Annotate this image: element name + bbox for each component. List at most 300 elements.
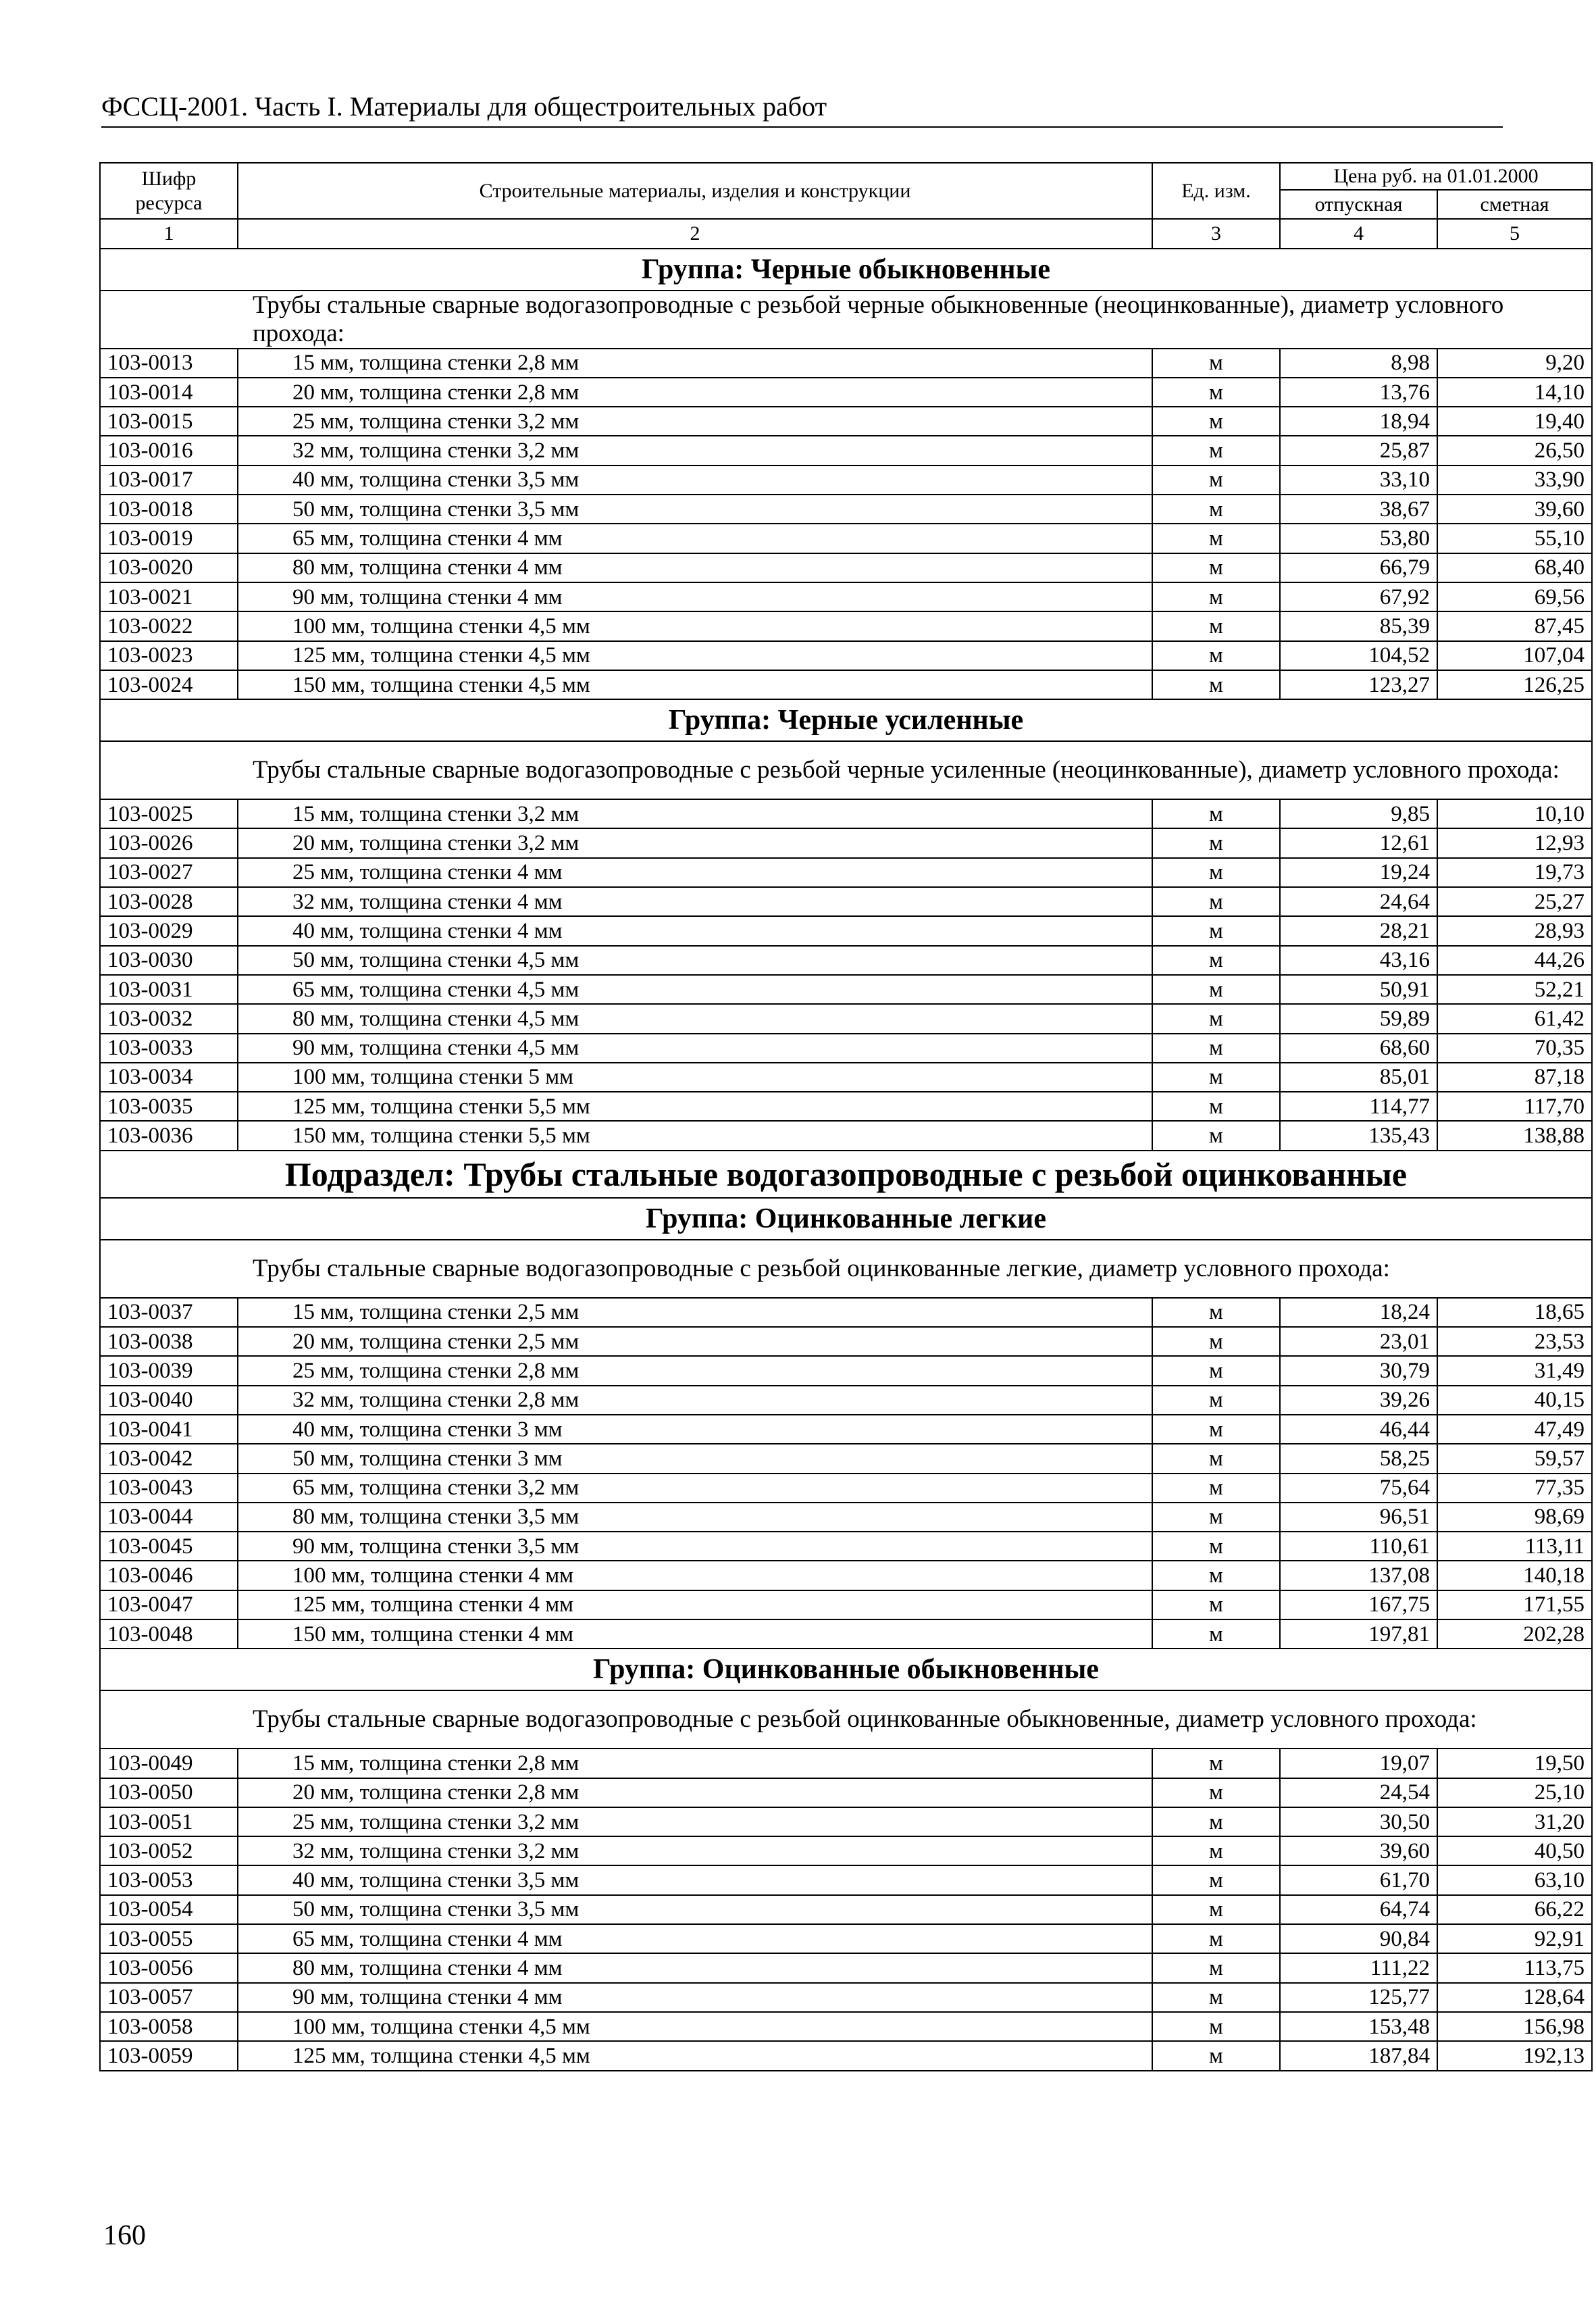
estimate-price: 61,42 xyxy=(1437,1004,1592,1033)
resource-code: 103-0053 xyxy=(100,1865,238,1894)
item-name: 50 мм, толщина стенки 4,5 мм xyxy=(238,946,1152,975)
item-name: 90 мм, толщина стенки 4,5 мм xyxy=(238,1034,1152,1063)
header-unit: Ед. изм. xyxy=(1152,163,1280,219)
header-release: отпускная xyxy=(1280,190,1437,219)
col-number-5: 5 xyxy=(1437,219,1592,248)
unit: м xyxy=(1152,1356,1280,1385)
unit: м xyxy=(1152,1415,1280,1444)
resource-code: 103-0017 xyxy=(100,466,238,495)
item-name: 80 мм, толщина стенки 4 мм xyxy=(238,553,1152,582)
item-name: 32 мм, толщина стенки 3,2 мм xyxy=(238,436,1152,465)
subsection-title: Подраздел: Трубы стальные водогазопроводные с резьбой оцинкованные xyxy=(100,1151,1592,1198)
item-name: 40 мм, толщина стенки 3,5 мм xyxy=(238,466,1152,495)
estimate-price: 31,20 xyxy=(1437,1807,1592,1836)
unit: м xyxy=(1152,2012,1280,2041)
item-name: 25 мм, толщина стенки 2,8 мм xyxy=(238,1356,1152,1385)
estimate-price: 98,69 xyxy=(1437,1503,1592,1532)
resource-code: 103-0046 xyxy=(100,1561,238,1590)
table-row xyxy=(100,1865,1592,1894)
group-title: Группа: Черные усиленные xyxy=(100,699,1592,741)
resource-code: 103-0016 xyxy=(100,436,238,465)
resource-code: 103-0039 xyxy=(100,1356,238,1385)
estimate-price: 28,93 xyxy=(1437,916,1592,945)
resource-code: 103-0058 xyxy=(100,2012,238,2041)
item-name: 40 мм, толщина стенки 4 мм xyxy=(238,916,1152,945)
resource-code: 103-0034 xyxy=(100,1063,238,1092)
release-price: 68,60 xyxy=(1280,1034,1437,1063)
release-price: 18,94 xyxy=(1280,407,1437,436)
unit: м xyxy=(1152,582,1280,611)
item-name: 32 мм, толщина стенки 2,8 мм xyxy=(238,1386,1152,1415)
item-name: 100 мм, толщина стенки 4,5 мм xyxy=(238,2012,1152,2041)
item-name: 150 мм, толщина стенки 4 мм xyxy=(238,1619,1152,1649)
release-price: 125,77 xyxy=(1280,1983,1437,2012)
item-name: 65 мм, толщина стенки 4,5 мм xyxy=(238,975,1152,1004)
estimate-price: 55,10 xyxy=(1437,524,1592,553)
unit: м xyxy=(1152,887,1280,916)
item-name: 25 мм, толщина стенки 3,2 мм xyxy=(238,1807,1152,1836)
resource-code: 103-0023 xyxy=(100,641,238,670)
estimate-price: 25,10 xyxy=(1437,1778,1592,1807)
unit: м xyxy=(1152,1034,1280,1063)
col-number-2: 2 xyxy=(238,219,1152,248)
item-name: 25 мм, толщина стенки 4 мм xyxy=(238,858,1152,887)
group-title: Группа: Оцинкованные обыкновенные xyxy=(100,1649,1592,1690)
item-name: 32 мм, толщина стенки 3,2 мм xyxy=(238,1836,1152,1865)
table-row xyxy=(100,1386,1592,1415)
estimate-price: 92,91 xyxy=(1437,1924,1592,1953)
table-row xyxy=(100,641,1592,670)
group-description: Трубы стальные сварные водогазопроводные с резьбой черные усиленные (неоцинкованные), диаметр условного прохода: xyxy=(100,741,1592,799)
release-price: 85,01 xyxy=(1280,1063,1437,1092)
release-price: 24,64 xyxy=(1280,887,1437,916)
unit: м xyxy=(1152,1953,1280,1982)
item-name: 40 мм, толщина стенки 3 мм xyxy=(238,1415,1152,1444)
item-name: 20 мм, толщина стенки 2,8 мм xyxy=(238,378,1152,407)
table-row xyxy=(100,1298,1592,1327)
resource-code: 103-0041 xyxy=(100,1415,238,1444)
release-price: 135,43 xyxy=(1280,1121,1437,1150)
resource-code: 103-0044 xyxy=(100,1503,238,1532)
resource-code: 103-0037 xyxy=(100,1298,238,1327)
estimate-price: 18,65 xyxy=(1437,1298,1592,1327)
release-price: 75,64 xyxy=(1280,1474,1437,1503)
resource-code: 103-0032 xyxy=(100,1004,238,1033)
release-price: 25,87 xyxy=(1280,436,1437,465)
estimate-price: 44,26 xyxy=(1437,946,1592,975)
header-name: Строительные материалы, изделия и конструкции xyxy=(238,163,1152,219)
table-row xyxy=(100,1619,1592,1649)
release-price: 39,26 xyxy=(1280,1386,1437,1415)
item-name: 15 мм, толщина стенки 2,8 мм xyxy=(238,349,1152,378)
resource-code: 103-0050 xyxy=(100,1778,238,1807)
release-price: 85,39 xyxy=(1280,611,1437,640)
unit: м xyxy=(1152,799,1280,828)
release-price: 8,98 xyxy=(1280,349,1437,378)
resource-code: 103-0022 xyxy=(100,611,238,640)
release-price: 24,54 xyxy=(1280,1778,1437,1807)
table-row xyxy=(100,1895,1592,1924)
item-name: 15 мм, толщина стенки 2,8 мм xyxy=(238,1749,1152,1778)
group-title-row xyxy=(100,1649,1592,1690)
table-row xyxy=(100,1836,1592,1865)
table-row xyxy=(100,1444,1592,1473)
estimate-price: 14,10 xyxy=(1437,378,1592,407)
unit: м xyxy=(1152,466,1280,495)
release-price: 18,24 xyxy=(1280,1298,1437,1327)
table-row xyxy=(100,2012,1592,2041)
resource-code: 103-0042 xyxy=(100,1444,238,1473)
estimate-price: 113,11 xyxy=(1437,1532,1592,1561)
resource-code: 103-0045 xyxy=(100,1532,238,1561)
table-row xyxy=(100,670,1592,699)
group-title-row xyxy=(100,699,1592,741)
table-row xyxy=(100,1474,1592,1503)
release-price: 30,79 xyxy=(1280,1356,1437,1385)
estimate-price: 202,28 xyxy=(1437,1619,1592,1649)
item-name: 80 мм, толщина стенки 3,5 мм xyxy=(238,1503,1152,1532)
item-name: 65 мм, толщина стенки 4 мм xyxy=(238,1924,1152,1953)
estimate-price: 192,13 xyxy=(1437,2041,1592,2070)
estimate-price: 70,35 xyxy=(1437,1034,1592,1063)
table-row xyxy=(100,828,1592,857)
estimate-price: 31,49 xyxy=(1437,1356,1592,1385)
estimate-price: 113,75 xyxy=(1437,1953,1592,1982)
unit: м xyxy=(1152,1807,1280,1836)
item-name: 50 мм, толщина стенки 3 мм xyxy=(238,1444,1152,1473)
table-row xyxy=(100,916,1592,945)
table-header xyxy=(100,163,1592,249)
estimate-price: 171,55 xyxy=(1437,1590,1592,1619)
estimate-price: 138,88 xyxy=(1437,1121,1592,1150)
item-name: 15 мм, толщина стенки 3,2 мм xyxy=(238,799,1152,828)
unit: м xyxy=(1152,524,1280,553)
estimate-price: 40,50 xyxy=(1437,1836,1592,1865)
table-row xyxy=(100,1121,1592,1150)
group-title: Группа: Оцинкованные легкие xyxy=(100,1198,1592,1240)
resource-code: 103-0013 xyxy=(100,349,238,378)
resource-code: 103-0015 xyxy=(100,407,238,436)
unit: м xyxy=(1152,2041,1280,2070)
unit: м xyxy=(1152,1121,1280,1150)
estimate-price: 9,20 xyxy=(1437,349,1592,378)
table-row xyxy=(100,1327,1592,1356)
item-name: 125 мм, толщина стенки 4 мм xyxy=(238,1590,1152,1619)
unit: м xyxy=(1152,1778,1280,1807)
release-price: 19,07 xyxy=(1280,1749,1437,1778)
estimate-price: 87,18 xyxy=(1437,1063,1592,1092)
estimate-price: 52,21 xyxy=(1437,975,1592,1004)
table-row xyxy=(100,858,1592,887)
table-row xyxy=(100,436,1592,465)
table-row xyxy=(100,378,1592,407)
item-name: 100 мм, толщина стенки 5 мм xyxy=(238,1063,1152,1092)
release-price: 38,67 xyxy=(1280,495,1437,524)
release-price: 110,61 xyxy=(1280,1532,1437,1561)
header-number-row xyxy=(100,219,1592,248)
resource-code: 103-0056 xyxy=(100,1953,238,1982)
release-price: 30,50 xyxy=(1280,1807,1437,1836)
estimate-price: 59,57 xyxy=(1437,1444,1592,1473)
item-name: 20 мм, толщина стенки 3,2 мм xyxy=(238,828,1152,857)
release-price: 90,84 xyxy=(1280,1924,1437,1953)
unit: м xyxy=(1152,1749,1280,1778)
estimate-price: 39,60 xyxy=(1437,495,1592,524)
item-name: 125 мм, толщина стенки 4,5 мм xyxy=(238,2041,1152,2070)
group-description: Трубы стальные сварные водогазопроводные с резьбой черные обыкновенные (неоцинкованные), диаметр условного прохода: xyxy=(100,291,1592,349)
unit: м xyxy=(1152,407,1280,436)
resource-code: 103-0051 xyxy=(100,1807,238,1836)
resource-code: 103-0049 xyxy=(100,1749,238,1778)
resource-code: 103-0040 xyxy=(100,1386,238,1415)
resource-code: 103-0018 xyxy=(100,495,238,524)
item-name: 15 мм, толщина стенки 2,5 мм xyxy=(238,1298,1152,1327)
release-price: 19,24 xyxy=(1280,858,1437,887)
unit: м xyxy=(1152,946,1280,975)
item-name: 125 мм, толщина стенки 5,5 мм xyxy=(238,1092,1152,1121)
estimate-price: 107,04 xyxy=(1437,641,1592,670)
resource-code: 103-0043 xyxy=(100,1474,238,1503)
table-row xyxy=(100,1356,1592,1385)
unit: м xyxy=(1152,495,1280,524)
resource-code: 103-0027 xyxy=(100,858,238,887)
unit: м xyxy=(1152,1983,1280,2012)
table-row xyxy=(100,495,1592,524)
item-name: 32 мм, толщина стенки 4 мм xyxy=(238,887,1152,916)
resource-code: 103-0047 xyxy=(100,1590,238,1619)
release-price: 66,79 xyxy=(1280,553,1437,582)
group-title: Группа: Черные обыкновенные xyxy=(100,249,1592,291)
group-description-row xyxy=(100,1240,1592,1298)
unit: м xyxy=(1152,378,1280,407)
unit: м xyxy=(1152,1865,1280,1894)
estimate-price: 33,90 xyxy=(1437,466,1592,495)
release-price: 50,91 xyxy=(1280,975,1437,1004)
item-name: 25 мм, толщина стенки 3,2 мм xyxy=(238,407,1152,436)
table-row xyxy=(100,553,1592,582)
subsection-row xyxy=(100,1151,1592,1198)
release-price: 13,76 xyxy=(1280,378,1437,407)
release-price: 96,51 xyxy=(1280,1503,1437,1532)
table-row xyxy=(100,407,1592,436)
resource-code: 103-0019 xyxy=(100,524,238,553)
table-row xyxy=(100,1924,1592,1953)
item-name: 20 мм, толщина стенки 2,5 мм xyxy=(238,1327,1152,1356)
table-row xyxy=(100,1004,1592,1033)
table-row xyxy=(100,1415,1592,1444)
release-price: 46,44 xyxy=(1280,1415,1437,1444)
estimate-price: 19,73 xyxy=(1437,858,1592,887)
unit: м xyxy=(1152,975,1280,1004)
release-price: 59,89 xyxy=(1280,1004,1437,1033)
table-row xyxy=(100,2041,1592,2070)
table-row xyxy=(100,1807,1592,1836)
unit: м xyxy=(1152,1386,1280,1415)
item-name: 50 мм, толщина стенки 3,5 мм xyxy=(238,495,1152,524)
unit: м xyxy=(1152,1063,1280,1092)
release-price: 137,08 xyxy=(1280,1561,1437,1590)
release-price: 9,85 xyxy=(1280,799,1437,828)
table-row xyxy=(100,1778,1592,1807)
col-number-3: 3 xyxy=(1152,219,1280,248)
resource-code: 103-0052 xyxy=(100,1836,238,1865)
running-header: ФССЦ-2001. Часть I. Материалы для общестроительных работ xyxy=(101,90,1503,128)
table-row xyxy=(100,349,1592,378)
release-price: 53,80 xyxy=(1280,524,1437,553)
table-row xyxy=(100,1953,1592,1982)
item-name: 65 мм, толщина стенки 3,2 мм xyxy=(238,1474,1152,1503)
price-table xyxy=(99,162,1593,2071)
unit: м xyxy=(1152,1503,1280,1532)
unit: м xyxy=(1152,1561,1280,1590)
table-row xyxy=(100,1983,1592,2012)
table-body xyxy=(100,249,1592,2071)
header-price: Цена руб. на 01.01.2000 xyxy=(1280,163,1592,190)
estimate-price: 128,64 xyxy=(1437,1983,1592,2012)
release-price: 67,92 xyxy=(1280,582,1437,611)
resource-code: 103-0038 xyxy=(100,1327,238,1356)
resource-code: 103-0024 xyxy=(100,670,238,699)
table-row xyxy=(100,799,1592,828)
estimate-price: 63,10 xyxy=(1437,1865,1592,1894)
release-price: 23,01 xyxy=(1280,1327,1437,1356)
estimate-price: 68,40 xyxy=(1437,553,1592,582)
table-row xyxy=(100,975,1592,1004)
estimate-price: 10,10 xyxy=(1437,799,1592,828)
table-row xyxy=(100,1532,1592,1561)
release-price: 197,81 xyxy=(1280,1619,1437,1649)
item-name: 90 мм, толщина стенки 4 мм xyxy=(238,1983,1152,2012)
group-title-row xyxy=(100,249,1592,291)
release-price: 153,48 xyxy=(1280,2012,1437,2041)
item-name: 80 мм, толщина стенки 4 мм xyxy=(238,1953,1152,1982)
release-price: 187,84 xyxy=(1280,2041,1437,2070)
header-row xyxy=(100,163,1592,190)
group-description-row xyxy=(100,291,1592,349)
release-price: 167,75 xyxy=(1280,1590,1437,1619)
resource-code: 103-0035 xyxy=(100,1092,238,1121)
estimate-price: 26,50 xyxy=(1437,436,1592,465)
estimate-price: 69,56 xyxy=(1437,582,1592,611)
resource-code: 103-0021 xyxy=(100,582,238,611)
release-price: 43,16 xyxy=(1280,946,1437,975)
release-price: 61,70 xyxy=(1280,1865,1437,1894)
resource-code: 103-0033 xyxy=(100,1034,238,1063)
unit: м xyxy=(1152,1836,1280,1865)
item-name: 100 мм, толщина стенки 4 мм xyxy=(238,1561,1152,1590)
table-row xyxy=(100,1063,1592,1092)
col-number-4: 4 xyxy=(1280,219,1437,248)
header-code: Шифр ресурса xyxy=(100,163,238,219)
table-row xyxy=(100,611,1592,640)
estimate-price: 19,40 xyxy=(1437,407,1592,436)
unit: м xyxy=(1152,828,1280,857)
table-row xyxy=(100,1503,1592,1532)
item-name: 50 мм, толщина стенки 3,5 мм xyxy=(238,1895,1152,1924)
item-name: 65 мм, толщина стенки 4 мм xyxy=(238,524,1152,553)
table-row xyxy=(100,1590,1592,1619)
resource-code: 103-0048 xyxy=(100,1619,238,1649)
unit: м xyxy=(1152,436,1280,465)
table-row xyxy=(100,582,1592,611)
group-description-row xyxy=(100,1690,1592,1749)
item-name: 90 мм, толщина стенки 3,5 мм xyxy=(238,1532,1152,1561)
resource-code: 103-0029 xyxy=(100,916,238,945)
estimate-price: 77,35 xyxy=(1437,1474,1592,1503)
resource-code: 103-0026 xyxy=(100,828,238,857)
resource-code: 103-0054 xyxy=(100,1895,238,1924)
page-number: 160 xyxy=(103,2220,146,2251)
unit: м xyxy=(1152,611,1280,640)
release-price: 58,25 xyxy=(1280,1444,1437,1473)
unit: м xyxy=(1152,1004,1280,1033)
table-row xyxy=(100,524,1592,553)
unit: м xyxy=(1152,1092,1280,1121)
estimate-price: 156,98 xyxy=(1437,2012,1592,2041)
release-price: 12,61 xyxy=(1280,828,1437,857)
resource-code: 103-0030 xyxy=(100,946,238,975)
unit: м xyxy=(1152,641,1280,670)
unit: м xyxy=(1152,1895,1280,1924)
resource-code: 103-0036 xyxy=(100,1121,238,1150)
unit: м xyxy=(1152,858,1280,887)
table-row xyxy=(100,1092,1592,1121)
release-price: 114,77 xyxy=(1280,1092,1437,1121)
release-price: 111,22 xyxy=(1280,1953,1437,1982)
unit: м xyxy=(1152,670,1280,699)
release-price: 104,52 xyxy=(1280,641,1437,670)
group-description: Трубы стальные сварные водогазопроводные с резьбой оцинкованные обыкновенные, диаметр условного прохода: xyxy=(100,1690,1592,1749)
estimate-price: 12,93 xyxy=(1437,828,1592,857)
group-description: Трубы стальные сварные водогазопроводные с резьбой оцинкованные легкие, диаметр условного прохода: xyxy=(100,1240,1592,1298)
resource-code: 103-0025 xyxy=(100,799,238,828)
estimate-price: 87,45 xyxy=(1437,611,1592,640)
group-title-row xyxy=(100,1198,1592,1240)
unit: м xyxy=(1152,916,1280,945)
resource-code: 103-0031 xyxy=(100,975,238,1004)
resource-code: 103-0057 xyxy=(100,1983,238,2012)
col-number-1: 1 xyxy=(100,219,238,248)
table-row xyxy=(100,887,1592,916)
table-row xyxy=(100,946,1592,975)
item-name: 80 мм, толщина стенки 4,5 мм xyxy=(238,1004,1152,1033)
unit: м xyxy=(1152,1474,1280,1503)
resource-code: 103-0055 xyxy=(100,1924,238,1953)
header-estimate: сметная xyxy=(1437,190,1592,219)
resource-code: 103-0020 xyxy=(100,553,238,582)
unit: м xyxy=(1152,1532,1280,1561)
item-name: 20 мм, толщина стенки 2,8 мм xyxy=(238,1778,1152,1807)
item-name: 150 мм, толщина стенки 5,5 мм xyxy=(238,1121,1152,1150)
table-row xyxy=(100,1749,1592,1778)
estimate-price: 25,27 xyxy=(1437,887,1592,916)
table-row xyxy=(100,1561,1592,1590)
unit: м xyxy=(1152,553,1280,582)
release-price: 33,10 xyxy=(1280,466,1437,495)
estimate-price: 66,22 xyxy=(1437,1895,1592,1924)
resource-code: 103-0028 xyxy=(100,887,238,916)
table-row xyxy=(100,1034,1592,1063)
unit: м xyxy=(1152,1327,1280,1356)
item-name: 100 мм, толщина стенки 4,5 мм xyxy=(238,611,1152,640)
estimate-price: 117,70 xyxy=(1437,1092,1592,1121)
estimate-price: 19,50 xyxy=(1437,1749,1592,1778)
resource-code: 103-0059 xyxy=(100,2041,238,2070)
estimate-price: 40,15 xyxy=(1437,1386,1592,1415)
estimate-price: 126,25 xyxy=(1437,670,1592,699)
release-price: 64,74 xyxy=(1280,1895,1437,1924)
item-name: 150 мм, толщина стенки 4,5 мм xyxy=(238,670,1152,699)
